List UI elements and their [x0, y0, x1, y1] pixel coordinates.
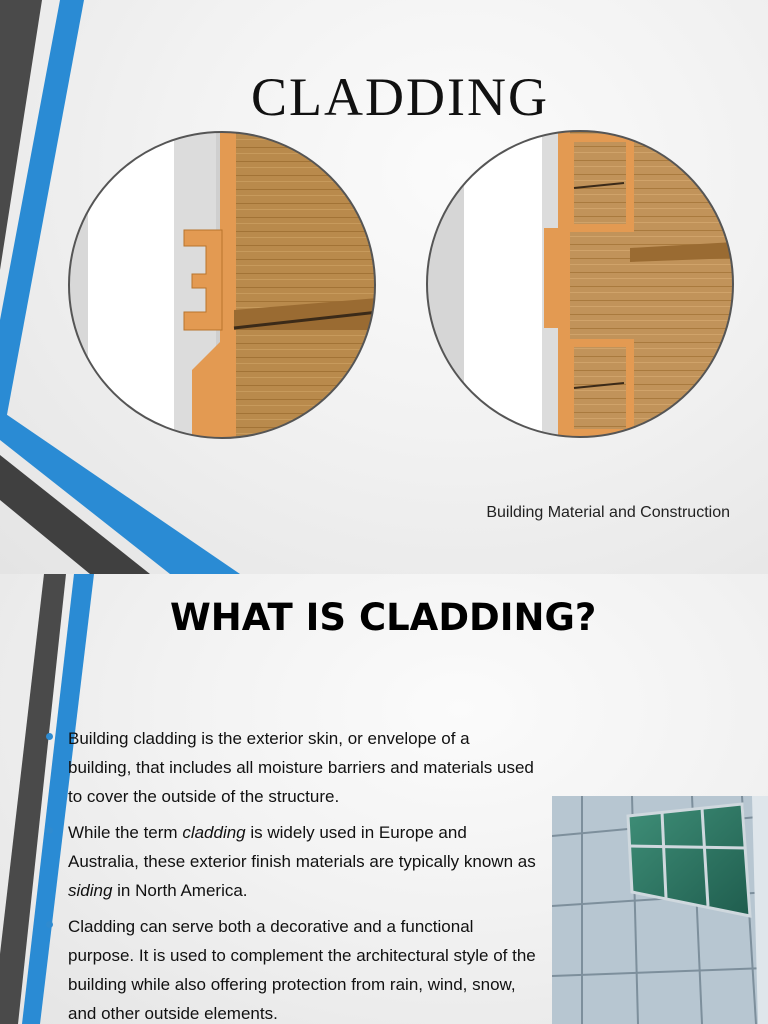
bullet-dot [46, 921, 53, 928]
slide-title: CLADDING [251, 67, 549, 127]
bullet-text: Cladding can serve both a decorative and a functional purpose. It is used to complement the architectural style of the building while also offering protection from rain, wind, snow, and other outside elements. [68, 917, 536, 1023]
slide-what-is-cladding [0, 574, 768, 1024]
slide-subtitle: Building Material and Construction [486, 504, 730, 521]
bullet-emphasis: siding [68, 881, 113, 900]
bullet-text: While the term [68, 823, 183, 842]
cladding-detail-illustration-2 [424, 128, 736, 440]
bullet-dot [46, 827, 53, 834]
bullet-list [46, 724, 536, 1024]
bullet-text: in North America. [112, 881, 248, 900]
bullet-dot [46, 733, 53, 740]
bullet-item [46, 818, 536, 905]
bullet-item [46, 724, 536, 811]
cladding-detail-illustration-1 [66, 130, 378, 440]
bullet-text: is widely used in Europe and Australia, these exterior finish materials are typically known as [68, 823, 536, 871]
bullet-item [46, 912, 536, 1024]
building-facade-photo [552, 796, 768, 1024]
slide-title: WHAT IS CLADDING? [170, 596, 597, 639]
bullet-text: Building cladding is the exterior skin, or envelope of a building, that includes all moisture barriers and materials used to cover the outside of the structure. [68, 729, 534, 806]
bullet-emphasis: cladding [182, 823, 246, 842]
